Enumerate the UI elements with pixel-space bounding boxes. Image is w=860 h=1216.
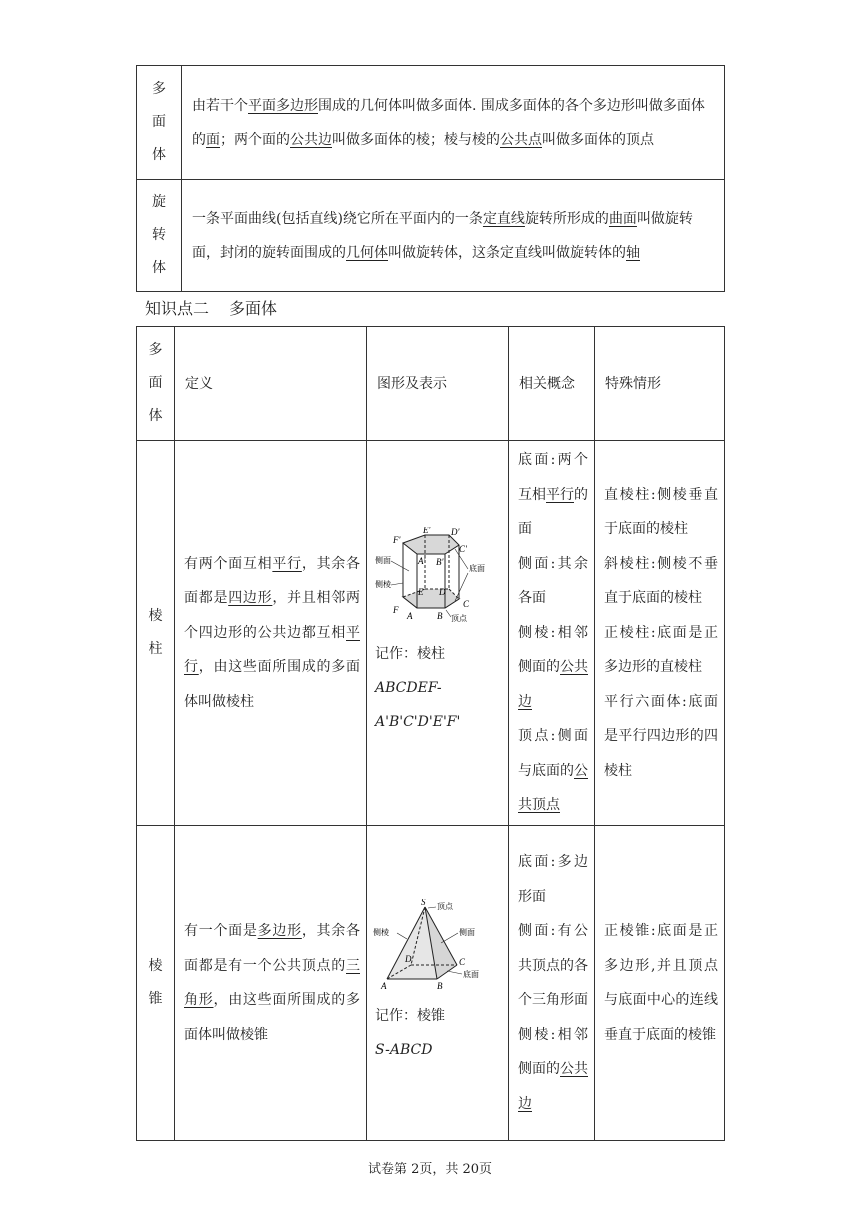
label-char: 面 <box>152 114 166 130</box>
prism-figure-cell <box>367 441 509 826</box>
prism-special-cell <box>595 441 725 826</box>
page-footer: 试卷第 2页，共 20页 <box>367 1162 493 1177</box>
label-char: 棱 <box>148 958 163 974</box>
prism-vertex-label: C <box>463 599 470 609</box>
prism-notation-line1: ABCDEF- <box>375 680 442 696</box>
text-segment: 叫做旋转面，封闭的旋转面围成的 <box>192 210 693 261</box>
header-cell <box>175 327 367 441</box>
pyramid-definition-cell <box>175 826 367 1141</box>
text-segment: 有两个面互相 <box>184 555 273 572</box>
header-cell <box>367 327 509 441</box>
prism-vertex-label: A' <box>418 556 426 566</box>
underlined-term: 公共点 <box>500 131 542 148</box>
header-cell <box>509 327 595 441</box>
row-label <box>137 600 174 666</box>
revolution-definition <box>182 202 724 270</box>
text-segment: 侧棱:相邻侧面的 <box>518 1026 588 1077</box>
prism-vertex-label: E <box>418 587 424 597</box>
pyramid-figure <box>373 899 493 999</box>
label-char: 柱 <box>148 641 163 657</box>
text-segment: 底面:多边形面 <box>518 854 588 905</box>
pyramid-notation <box>367 999 508 1067</box>
prism-definition-cell <box>175 441 367 826</box>
text-segment: 顶点:侧面与底面的 <box>518 728 588 779</box>
table-row <box>137 826 725 1141</box>
header-special: 特殊情形 <box>605 375 661 392</box>
header-concepts: 相关概念 <box>519 375 575 392</box>
revolution-definition-cell <box>182 180 725 292</box>
text-segment: 侧面:其余各面 <box>518 555 588 607</box>
section-title: 多面体 <box>229 299 278 318</box>
row-label <box>137 186 181 285</box>
pyramid-side-face-label: 侧面 <box>459 928 475 937</box>
underlined-term: 公共顶点 <box>518 762 588 814</box>
text-segment: 一条平面曲线(包括直线)绕它所在平面内的一条 <box>192 210 483 227</box>
prism-vertex-callout: 顶点 <box>451 614 467 623</box>
label-char: 棱 <box>148 608 163 624</box>
header-cell <box>595 327 725 441</box>
text-segment: ；两个面的 <box>220 131 290 148</box>
row-label <box>137 73 181 172</box>
prism-vertex-label: E' <box>423 527 431 535</box>
underlined-term: 平行 <box>184 624 360 676</box>
polyhedron-definition <box>182 89 724 157</box>
underlined-term: 平行 <box>272 555 302 572</box>
underlined-term: 公共边 <box>518 659 588 710</box>
underlined-term: 几何体 <box>346 244 388 261</box>
pyramid-special: 正棱锥:底面是正多边形,并且顶点与底面中心的连线垂直于底面的棱锥 <box>604 923 718 1043</box>
label-char: 体 <box>152 147 166 163</box>
prism-vertex-label: C' <box>459 544 467 554</box>
pyramid-vertex-label: A <box>381 981 387 991</box>
prism-base-label: 底面 <box>469 564 485 573</box>
text-segment: ，并且相邻两个四边形的公共边都互相 <box>184 590 361 641</box>
text-segment: 旋转所形成的 <box>524 210 609 227</box>
label-char: 旋 <box>152 194 166 210</box>
prism-figure <box>373 527 493 637</box>
label-char: 多 <box>152 81 166 97</box>
pyramid-base-label: 底面 <box>463 970 479 979</box>
text-segment: ，由这些面所围成的多面体叫做棱柱 <box>184 659 361 710</box>
pyramid-vertex-label: D <box>405 954 412 964</box>
header-label <box>137 334 174 433</box>
label-char: 体 <box>152 260 166 276</box>
prism-side-edge-label: 侧棱 <box>375 580 391 589</box>
header-definition: 定义 <box>185 375 213 392</box>
text-segment: 围成的几何体叫做多面体. 围成多面体的各个多边形叫做多面体的 <box>192 97 705 148</box>
underlined-term: 公共边 <box>290 131 332 148</box>
polyhedron-table <box>136 326 725 1141</box>
pyramid-vertex-label: B <box>437 981 443 991</box>
text-segment: 侧棱:相邻侧面的 <box>518 624 588 676</box>
prism-vertex-label: F <box>393 605 399 615</box>
prism-vertex-label: B' <box>436 557 444 567</box>
prism-vertex-label: D' <box>451 527 460 537</box>
underlined-term: 定直线 <box>482 210 525 227</box>
prism-concepts <box>509 443 594 823</box>
label-char: 多 <box>148 342 163 358</box>
underlined-term: 平行 <box>546 486 574 503</box>
prism-label-cell <box>137 441 175 826</box>
table-header-row <box>137 327 725 441</box>
text-segment: 有一个面是 <box>184 923 258 939</box>
section-heading <box>145 296 277 319</box>
text-segment: 侧面:有公共顶点的各个三角形面 <box>518 923 588 1008</box>
label-char: 体 <box>148 408 163 424</box>
prism-vertex-label: F' <box>393 535 401 545</box>
pyramid-definition <box>175 914 366 1052</box>
text-segment: 的面 <box>518 486 588 538</box>
pyramid-vertex-label: C <box>459 957 466 967</box>
text-segment: 叫做旋转体，这条定直线叫做旋转体的 <box>388 244 626 261</box>
prism-special: 直棱柱:侧棱垂直于底面的棱柱 斜棱柱:侧棱不垂直于底面的棱柱 正棱柱:底面是正多边形的直棱柱 平行六面体:底面是平行四边形的四棱柱 <box>604 486 718 779</box>
underlined-term: 面 <box>206 131 220 148</box>
header-cell <box>137 327 175 441</box>
pyramid-figure-cell <box>367 826 509 1141</box>
pyramid-special-cell <box>595 826 725 1141</box>
polyhedron-label-cell <box>137 66 182 180</box>
label-char: 面 <box>148 375 163 391</box>
text-segment: 叫做多面体的顶点 <box>542 131 654 148</box>
text-segment: ，由这些面所围成的多面体叫做棱锥 <box>184 992 361 1043</box>
pyramid-vertex-callout: 顶点 <box>437 902 453 911</box>
prism-vertex-label: B <box>437 611 443 621</box>
prism-vertex-label: D <box>439 587 446 597</box>
underlined-term: 四边形 <box>228 590 273 607</box>
underlined-term: 公共边 <box>518 1061 588 1112</box>
table-row <box>137 441 725 826</box>
prism-definition <box>175 547 366 720</box>
pyramid-concepts-cell <box>509 826 595 1141</box>
row-label <box>137 950 174 1016</box>
prism-notation-line2: A'B'C'D'E'F' <box>375 714 461 730</box>
underlined-term: 多边形 <box>257 923 302 939</box>
text-segment: 由若干个 <box>192 97 248 114</box>
text-segment: ，其余各面都是 <box>184 555 361 607</box>
prism-concepts-cell <box>509 441 595 826</box>
label-char: 锥 <box>148 991 163 1007</box>
underlined-term: 曲面 <box>608 210 637 227</box>
text-segment: 底面:两个互相 <box>518 452 588 503</box>
text-segment: 叫做多面体的棱；棱与棱的 <box>332 131 500 148</box>
pyramid-concepts <box>509 845 594 1121</box>
prism-notation-label: 记作：棱柱 <box>375 646 445 662</box>
underlined-term: 三角形 <box>184 957 360 1008</box>
pyramid-notation-label: 记作：棱锥 <box>375 1008 445 1024</box>
pyramid-side-edge-label: 侧棱 <box>373 928 389 937</box>
definition-table <box>136 65 725 292</box>
header-figure: 图形及表示 <box>377 375 447 392</box>
revolution-label-cell <box>137 180 182 292</box>
prism-vertex-label: A <box>407 611 413 621</box>
text-segment: ，其余各面都是有一个公共顶点的 <box>184 923 361 974</box>
pyramid-notation-line1: S-ABCD <box>375 1042 433 1058</box>
pyramid-label-cell <box>137 826 175 1141</box>
pyramid-vertex-label: S <box>421 899 426 907</box>
label-char: 转 <box>152 227 166 243</box>
prism-side-face-label: 侧面 <box>375 556 391 565</box>
underlined-term: 轴 <box>626 244 640 261</box>
underlined-term: 平面多边形 <box>248 97 318 114</box>
prism-notation <box>367 637 508 739</box>
section-number: 知识点二 <box>145 299 210 318</box>
polyhedron-definition-cell <box>182 66 725 180</box>
